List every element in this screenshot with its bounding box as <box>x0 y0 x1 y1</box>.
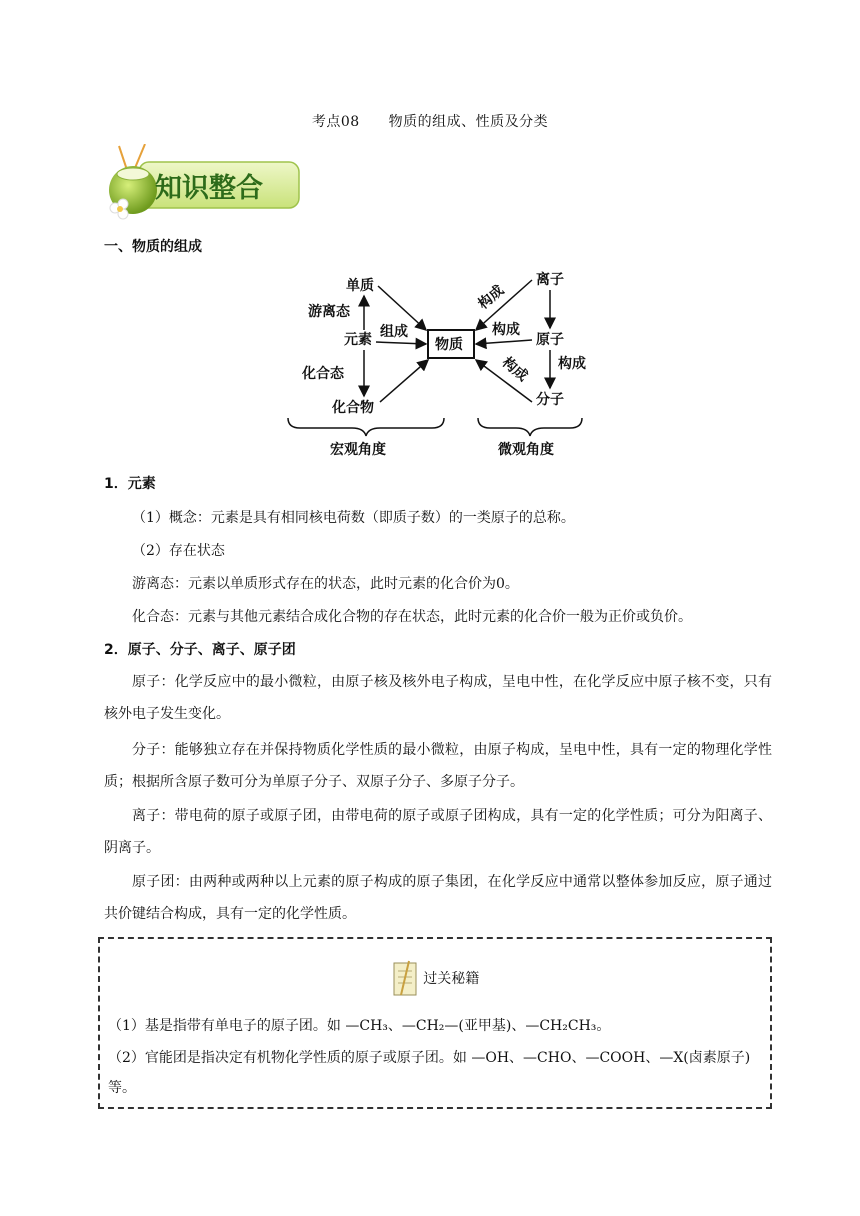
node-yuanzi: 原子 <box>536 332 564 348</box>
brace-micro <box>478 418 582 436</box>
brace-macro <box>288 418 444 436</box>
group-label-macro: 宏观角度 <box>330 442 386 458</box>
tip-item-1: （1）基是指带有单电子的原子团。如 —CH₃、—CH₂—(亚甲基)、—CH₂CH₃。 <box>108 1018 611 1034</box>
element-free-state: 游离态：元素以单质形式存在的状态，此时元素的化合价为0。 <box>132 576 519 592</box>
node-youlitai: 游离态 <box>308 304 350 320</box>
composition-diagram <box>280 262 600 462</box>
arrow-huahewu-wuzhi <box>380 360 428 402</box>
group-label-micro: 微观角度 <box>498 442 554 458</box>
section-heading-composition: 一、物质的组成 <box>104 239 202 255</box>
para-molecule: 分子：能够独立存在并保持物质化学性质的最小微粒，由原子构成，呈电中性，具有一定的物理化学性质；根据所含原子数可分为单原子分子、双原子分子、多原子分子。 <box>104 742 772 790</box>
para-atom: 原子：化学反应中的最小微粒，由原子核及核外电子构成，呈电中性，在化学反应中原子核不变，只有核外电子发生变化。 <box>104 674 772 722</box>
para-group: 原子团：由两种或两种以上元素的原子构成的原子集团，在化学反应中通常以整体参加反应，原子通过共价键结合构成，具有一定的化学性质。 <box>104 874 772 922</box>
node-huahetai: 化合态 <box>302 366 344 382</box>
notepad-icon <box>391 959 419 999</box>
node-danzhi: 单质 <box>346 278 374 294</box>
edge-label-goucheng-right: 构成 <box>558 356 586 372</box>
banner-label: 知识整合 <box>155 173 263 204</box>
section-heading-particles: 2．原子、分子、离子、原子团 <box>104 642 296 658</box>
edge-label-zucheng: 组成 <box>380 324 408 340</box>
element-state-heading: （2）存在状态 <box>132 543 225 559</box>
page-title: 考点08 物质的组成、性质及分类 <box>311 114 549 130</box>
arrow-yuansu-wuzhi <box>376 342 426 344</box>
element-combined-state: 化合态：元素与其他元素结合成化合物的存在状态，此时元素的化合价一般为正价或负价。 <box>132 609 692 625</box>
element-concept: （1）概念：元素是具有相同核电荷数（即质子数）的一类原子的总称。 <box>132 510 575 526</box>
knowledge-banner <box>105 144 305 220</box>
node-yuansu: 元素 <box>344 332 372 348</box>
tips-title: 过关秘籍 <box>423 971 480 987</box>
section-heading-element: 1．元素 <box>104 476 156 492</box>
node-wuzhi: 物质 <box>435 337 463 353</box>
edge-label-goucheng-bottom: 构成 <box>498 354 531 385</box>
para-ion: 离子：带电荷的原子或原子团，由带电荷的原子或原子团构成，具有一定的化学性质；可分为阳离子、阴离子。 <box>104 808 772 856</box>
node-fenzi: 分子 <box>536 392 564 408</box>
tip-item-2: （2）官能团是指决定有机物化学性质的原子或原子团。如 —OH、—CHO、—COOH、—X(卤素原子)等。 <box>108 1050 751 1096</box>
edge-label-goucheng-top: 构成 <box>475 282 508 313</box>
node-huahewu: 化合物 <box>332 400 374 416</box>
node-lizi: 离子 <box>536 272 564 288</box>
arrow-yuanzi-wuzhi <box>476 340 532 344</box>
tips-box <box>98 937 772 1109</box>
edge-label-goucheng-mid: 构成 <box>492 322 520 338</box>
